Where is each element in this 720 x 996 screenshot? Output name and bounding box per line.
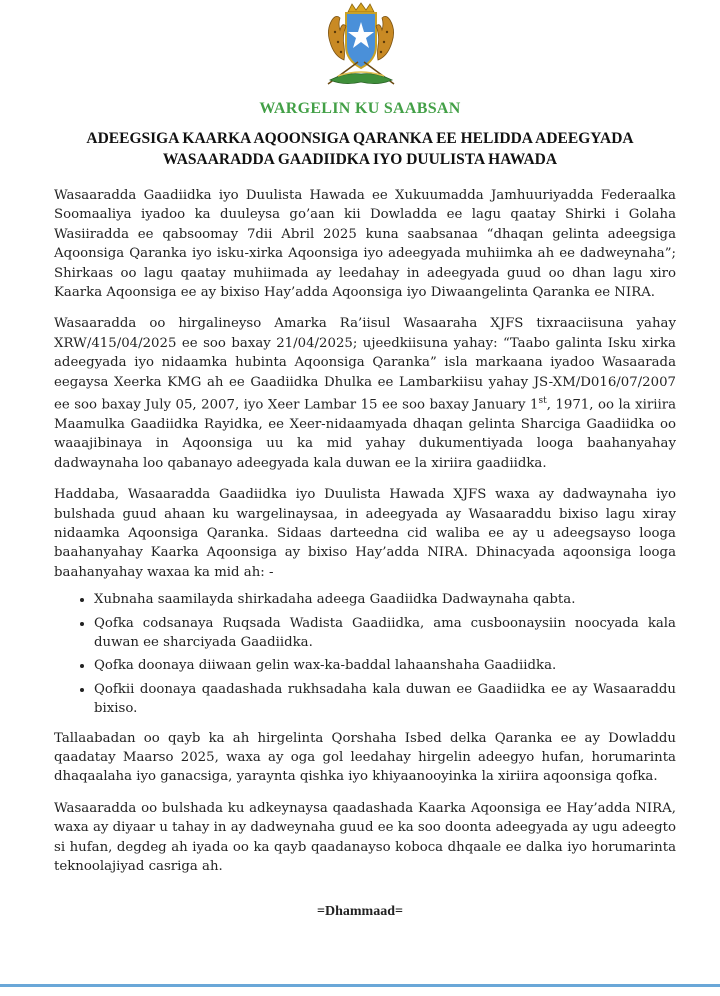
list-item: • Qofkii doonaya qaadashada rukhsadaha kala duwan ee Gaadiidka ee ay Wasaaraddu bixiso. (94, 680, 676, 719)
list-item: • Qofka codsanaya Ruqsada Wadista Gaadiidka, ama cusboonaysiin noocyada kala duwan ee sharciyada Gaadiidka. (94, 614, 676, 653)
paragraph-5: Wasaaradda oo bulshada ku adkeynaysa qaadashada Kaarka Aqoonsiga ee Hay’adda NIRA, waxa ay diyaar u tahay in ay dadweynaha guud ee ka soo doonta adeegyada ay ugu adeegto si hufan, degdeg ah iyada oo ka qayb qaadanayso koboca dhqaale ee dalka iyo horumarinta teknoolajiyad casriga ah. (54, 800, 676, 875)
ordinal-suffix: st (538, 396, 547, 407)
paragraph-2-text-a: Wasaaradda oo hirgalineyso Amarka Ra’iisul Wasaaraha XJFS tixraaciisuna yahay XRW/415/04/2025 ee soo baxay 21/04/2025; ujeedkiisuna yahay: “Taabo galinta Isku xirka adeegyada iyo nidaamka hubinta Aqoonsiga Qaranka” isla markaana iyadoo Wasaarada eegaysa Xeerka KMG ah ee Gaadiidka Dhulka ee Lambarkiisu yahay JS-XM/D016/07/2007 ee soo baxay July 05, 2007, iyo Xeer Lambar 15 ee soo baxay January 1 (54, 316, 676, 413)
document-body (54, 186, 676, 888)
requirements-list (54, 590, 676, 718)
paragraph-1: Wasaaradda Gaadiidka iyo Duulista Hawada ee Xukuumadda Jamhuuriyadda Federaalka Soomaaliya iyadoo ka duuleysa go’aan kii Dowladda ee lagu qaatay Shirki i Golaha Wasiiradda ee qabsoomay 7dii Abril 2025 kuna saabsanaa “dhaqan gelinta adeegsiga Aqoonsiga Qaranka iyo isku-xirka Aqoonsiga iyo adeegyada muhiimka ah ee dadweynaha”; Shirkaas oo lagu qaatay muhiimada ay leedahay in adeegyada guud oo dhan lagu xiro Kaarka Aqoonsiga ee ay bixiso Hay’adda Aqoonsiga iyo Diwaangelinta Qaranka ee NIRA. (54, 188, 676, 301)
list-item: • Qofka doonaya diiwaan gelin wax-ka-baddal lahaanshaha Gaadiidka. (94, 656, 676, 675)
end-mark: =Dhammaad= (317, 904, 403, 919)
announcement-label: WARGELIN KU SAABSAN (259, 100, 461, 117)
list-item: • Xubnaha saamilayda shirkadaha adeega Gaadiidka Dadwaynaha qabta. (94, 590, 676, 609)
bottom-divider (0, 984, 720, 987)
document-title (40, 128, 680, 170)
paragraph-2-text-b: , 1971, oo la xiriira Maamulka Gaadiidka Rayidka, ee Xeer-nidaamyada dhaqan gelinta Sharciga Gaadiidka oo waaajibinaya in Aqoonsiga uu ka mid yahay dukumentiyada looga baahanyahay dadwaynaha loo qabanayo adeegyada kala duwan ee la xiriira gaadiidka. (54, 397, 676, 471)
paragraph-2 (54, 314, 676, 473)
title-line-2: WASAARADDA GAADIIDKA IYO DUULISTA HAWADA (162, 151, 558, 168)
paragraph-3: Haddaba, Wasaaradda Gaadiidka iyo Duulista Hawada XJFS waxa ay dadwaynaha iyo bulshada guud ahaan ku wargelinaysaa, in adeegyada ay Wasaaraddu bixiso lagu xiray nidaamka Aqoonsiga Qaranka. Sidaas darteedna cid waliba ee ay u adeegsayso looga baahanyahay Kaarka Aqoonsiga ay bixiso Hay’adda NIRA. Dhinacyada aqoonsiga looga baahanyahay waxaa ka mid ah: - (54, 487, 676, 580)
somalia-coat-of-arms-icon (308, 2, 414, 88)
title-line-1: ADEEGSIGA KAARKA AQOONSIGA QARANKA EE HELIDDA ADEEGYADA (86, 130, 634, 147)
paragraph-4: Tallaabadan oo qayb ka ah hirgelinta Qorshaha Isbed delka Qaranka ee ay Dowladdu qaadatay Maarso 2025, waxa ay oga gol leedahay hirgelin adeegyo hufan, horumarinta dhaqaalaha iyo ganacsiga, yaraynta qishka iyo khiyaanooyinka la xiriira aqoonsiga qofka. (54, 730, 676, 785)
